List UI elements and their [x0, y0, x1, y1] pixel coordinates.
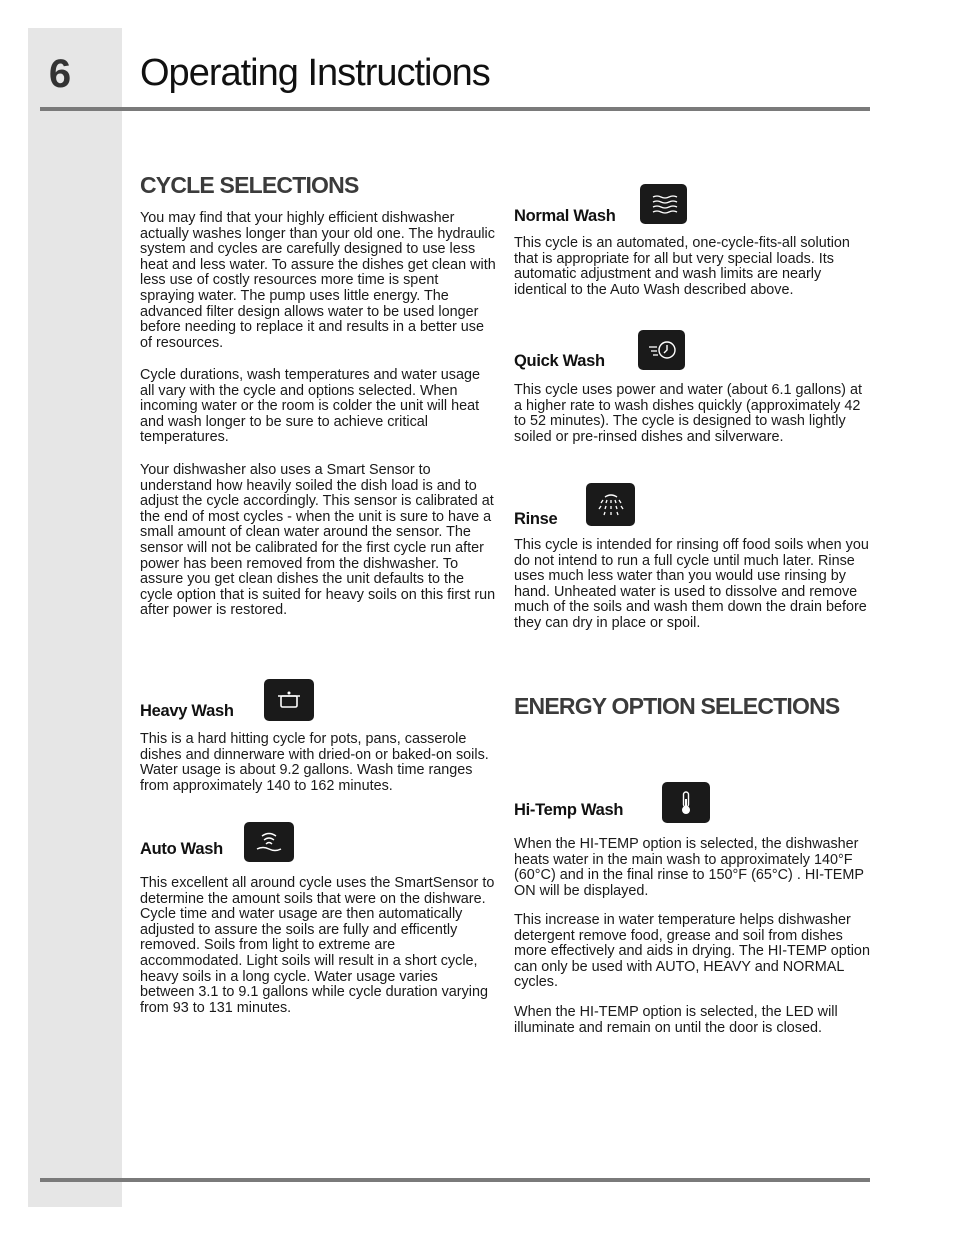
- pot-icon: [264, 679, 314, 721]
- thermometer-icon: [662, 782, 710, 823]
- footer-divider: [40, 1178, 870, 1182]
- hi-temp-paragraph-2: This increase in water temperature helps dishwasher detergent remove food, grease and soil from dishes more effectively and aids in drying. The HI-TEMP option can only be used with AUTO, HEAVY and NORMAL cycles.: [514, 912, 870, 991]
- heavy-wash-title: Heavy Wash: [140, 702, 234, 720]
- hi-temp-paragraph-3: When the HI-TEMP option is selected, the LED will illuminate and remain on until the door is closed.: [514, 1004, 838, 1036]
- header-divider: [40, 107, 870, 111]
- intro-paragraph-3: Your dishwasher also uses a Smart Sensor to understand how heavily soiled the dish load is and to adjust the cycle accordingly. This sensor is calibrated at the end of most cycles - when the unit is sure to have a small amount of clean water around the sensor. The sensor will not be calibrated for the first cycle run after power has been removed from the dishwasher. To assure you get clean dishes the unit defaults to the cycle option that is suited for heavy soils on this first run after power is restored.: [140, 462, 496, 619]
- cycle-selections-heading: CYCLE SELECTIONS: [140, 172, 359, 198]
- auto-wash-title: Auto Wash: [140, 840, 223, 858]
- wavy-lines-icon: [640, 184, 687, 224]
- page-sidebar: [28, 28, 122, 1207]
- intro-paragraph-2: Cycle durations, wash temperatures and water usage all vary with the cycle and options selected. When incoming water or the room is colder the unit will heat and wash longer to be sure to achieve critical temperatures.: [140, 367, 480, 446]
- page-number: 6: [48, 52, 72, 96]
- quick-wash-text: This cycle uses power and water (about 6.1 gallons) at a higher rate to wash dishes quickly (approximately 42 to 52 minutes). The cycle is designed to wash lightly soiled or pre-rinsed dishes and silverware.: [514, 382, 862, 445]
- intro-paragraph-1: You may find that your highly efficient dishwasher actually washes longer than your old one. The hydraulic system and cycles are carefully designed to use less heat and less water. To assure the dishes get clean with less use of costly resources more time is spent spraying water. The pump uses little energy. The advanced filter design allows water to be used longer before needing to replace it and results in a better use of resources.: [140, 210, 496, 351]
- water-spray-icon: [586, 483, 635, 526]
- rinse-title: Rinse: [514, 510, 558, 528]
- quick-wash-title: Quick Wash: [514, 352, 605, 370]
- fast-clock-icon: [638, 330, 685, 370]
- normal-wash-text: This cycle is an automated, one-cycle-fits-all solution that is appropriate for all but very special loads. Its automatic adjustment and wash limits are nearly identical to the Auto Wash described above.: [514, 235, 850, 298]
- heavy-wash-text: This is a hard hitting cycle for pots, pans, casserole dishes and dinnerware with dried-on or baked-on soils. Water usage is about 9.2 gallons. Wash time ranges from approximately 140 to 162 minutes.: [140, 731, 489, 794]
- page-title: Operating Instructions: [140, 52, 490, 94]
- hi-temp-wash-title: Hi-Temp Wash: [514, 801, 624, 819]
- rinse-text: This cycle is intended for rinsing off food soils when you do not intend to run a full cycle until much later. Rinse uses much less water than you would use rinsing by hand. Unheated water is used to dissolve and remove much of the soils and wash them down the drain before they can dry in place or spoil.: [514, 537, 869, 631]
- normal-wash-title: Normal Wash: [514, 207, 616, 225]
- sensor-waves-icon: [244, 822, 294, 862]
- energy-options-heading: ENERGY OPTION SELECTIONS: [514, 693, 840, 719]
- auto-wash-text: This excellent all around cycle uses the SmartSensor to determine the amount soils that were on the dishware. Cycle time and water usage are then automatically adjusted to assure the soils are fully and efficently removed. Soils from light to extreme are accommodated. Light soils will result in a short cycle, heavy soils in a long cycle. Water usage varies between 3.1 to 9.1 gallons while cycle duration varying from 93 to 131 minutes.: [140, 875, 495, 1016]
- hi-temp-paragraph-1: When the HI-TEMP option is selected, the dishwasher heats water in the main wash to approximately 140°F (60°C) and in the final rinse to 150°F (65°C) . HI-TEMP ON will be displayed.: [514, 836, 864, 899]
